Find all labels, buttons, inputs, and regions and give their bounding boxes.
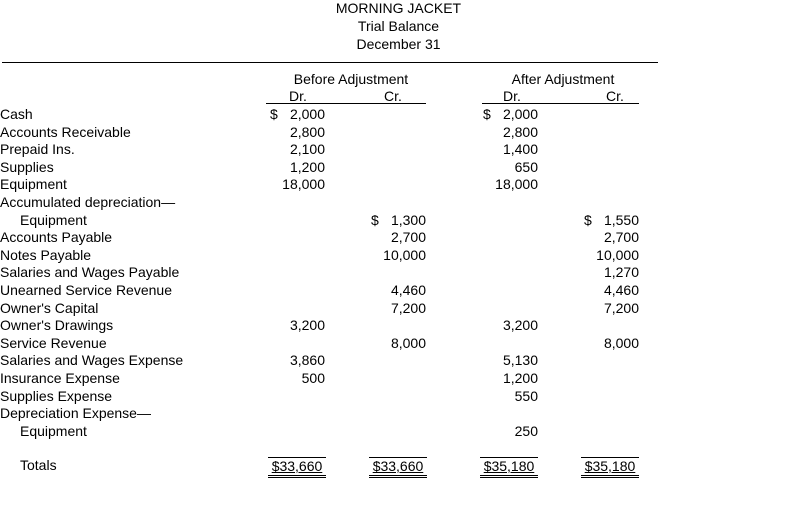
- dollar-sign: $: [270, 106, 278, 122]
- dollar-sign: $: [584, 212, 592, 228]
- before-dr-heading: Dr.: [289, 88, 307, 104]
- account-label: Accumulated depreciation—: [0, 194, 176, 210]
- before-dr-amount: 3,860: [289, 352, 325, 368]
- before-cr-amount: 10,000: [383, 247, 426, 263]
- after-dr-amount: 3,200: [502, 317, 538, 333]
- after-cr-heading: Cr.: [606, 88, 624, 104]
- before-dr-amount: 2,100: [289, 141, 325, 157]
- account-label: Depreciation Expense—: [0, 405, 151, 421]
- account-label: Equipment: [20, 423, 87, 439]
- after-cr-amount: 10,000: [596, 247, 639, 263]
- after-dr-amount: 5,130: [502, 352, 538, 368]
- after-dr-amount: 650: [514, 159, 538, 175]
- account-label: Prepaid Ins.: [0, 141, 75, 157]
- account-label: Cash: [0, 106, 33, 122]
- after-dr-heading: Dr.: [503, 88, 521, 104]
- company-name: MORNING JACKET: [335, 0, 462, 16]
- before-cr-amount: 8,000: [390, 335, 426, 351]
- before-dr-amount: 2,000: [289, 106, 325, 122]
- after-dr-amount: 1,400: [502, 141, 538, 157]
- after-dr-amount: 2,800: [502, 124, 538, 140]
- statement-date: December 31: [356, 36, 441, 52]
- account-label: Supplies Expense: [0, 388, 113, 404]
- after-cr-amount: 7,200: [603, 300, 639, 316]
- before-cr-heading: Cr.: [384, 88, 402, 104]
- before-subheading-rule: [266, 103, 426, 104]
- header-divider: [2, 62, 658, 63]
- account-label: Salaries and Wages Payable: [0, 264, 180, 280]
- account-label: Accounts Receivable: [0, 124, 131, 140]
- account-label: Insurance Expense: [0, 370, 120, 386]
- before-cr-amount: 1,300: [390, 212, 426, 228]
- after-dr-amount: 550: [514, 388, 538, 404]
- account-label: Salaries and Wages Expense: [0, 352, 184, 368]
- after-adjustment-heading: After Adjustment: [511, 71, 615, 87]
- before-adjustment-heading: Before Adjustment: [293, 71, 409, 87]
- dollar-sign: $: [371, 212, 379, 228]
- after-subheading-rule: [482, 103, 639, 104]
- before-dr-amount: 2,800: [289, 124, 325, 140]
- after-cr-amount: 8,000: [603, 335, 639, 351]
- after-cr-amount: 1,270: [603, 264, 639, 280]
- after-cr-amount: 1,550: [603, 212, 639, 228]
- total-after-dr: $35,180: [480, 457, 538, 478]
- before-dr-amount: 18,000: [282, 176, 325, 192]
- before-cr-amount: 2,700: [390, 229, 426, 245]
- total-after-cr: $35,180: [581, 457, 639, 478]
- account-label: Equipment: [0, 176, 67, 192]
- total-before-dr: $33,660: [268, 457, 326, 478]
- before-cr-amount: 4,460: [390, 282, 426, 298]
- account-label: Equipment: [20, 212, 87, 228]
- account-label: Service Revenue: [0, 335, 107, 351]
- after-dr-amount: 1,200: [502, 370, 538, 386]
- before-cr-amount: 7,200: [390, 300, 426, 316]
- statement-title: Trial Balance: [357, 18, 440, 34]
- after-dr-amount: 18,000: [495, 176, 538, 192]
- after-dr-amount: 2,000: [502, 106, 538, 122]
- dollar-sign: $: [483, 106, 491, 122]
- after-cr-amount: 4,460: [603, 282, 639, 298]
- after-cr-amount: 2,700: [603, 229, 639, 245]
- account-label: Owner's Drawings: [0, 317, 114, 333]
- before-dr-amount: 3,200: [289, 317, 325, 333]
- before-dr-amount: 1,200: [289, 159, 325, 175]
- account-label: Unearned Service Revenue: [0, 282, 172, 298]
- account-label: Notes Payable: [0, 247, 92, 263]
- account-label: Accounts Payable: [0, 229, 113, 245]
- before-dr-amount: 500: [301, 370, 325, 386]
- total-before-cr: $33,660: [369, 457, 427, 478]
- after-dr-amount: 250: [514, 423, 538, 439]
- account-label: Owner's Capital: [0, 300, 99, 316]
- totals-label: Totals: [20, 457, 57, 473]
- account-label: Supplies: [0, 159, 54, 175]
